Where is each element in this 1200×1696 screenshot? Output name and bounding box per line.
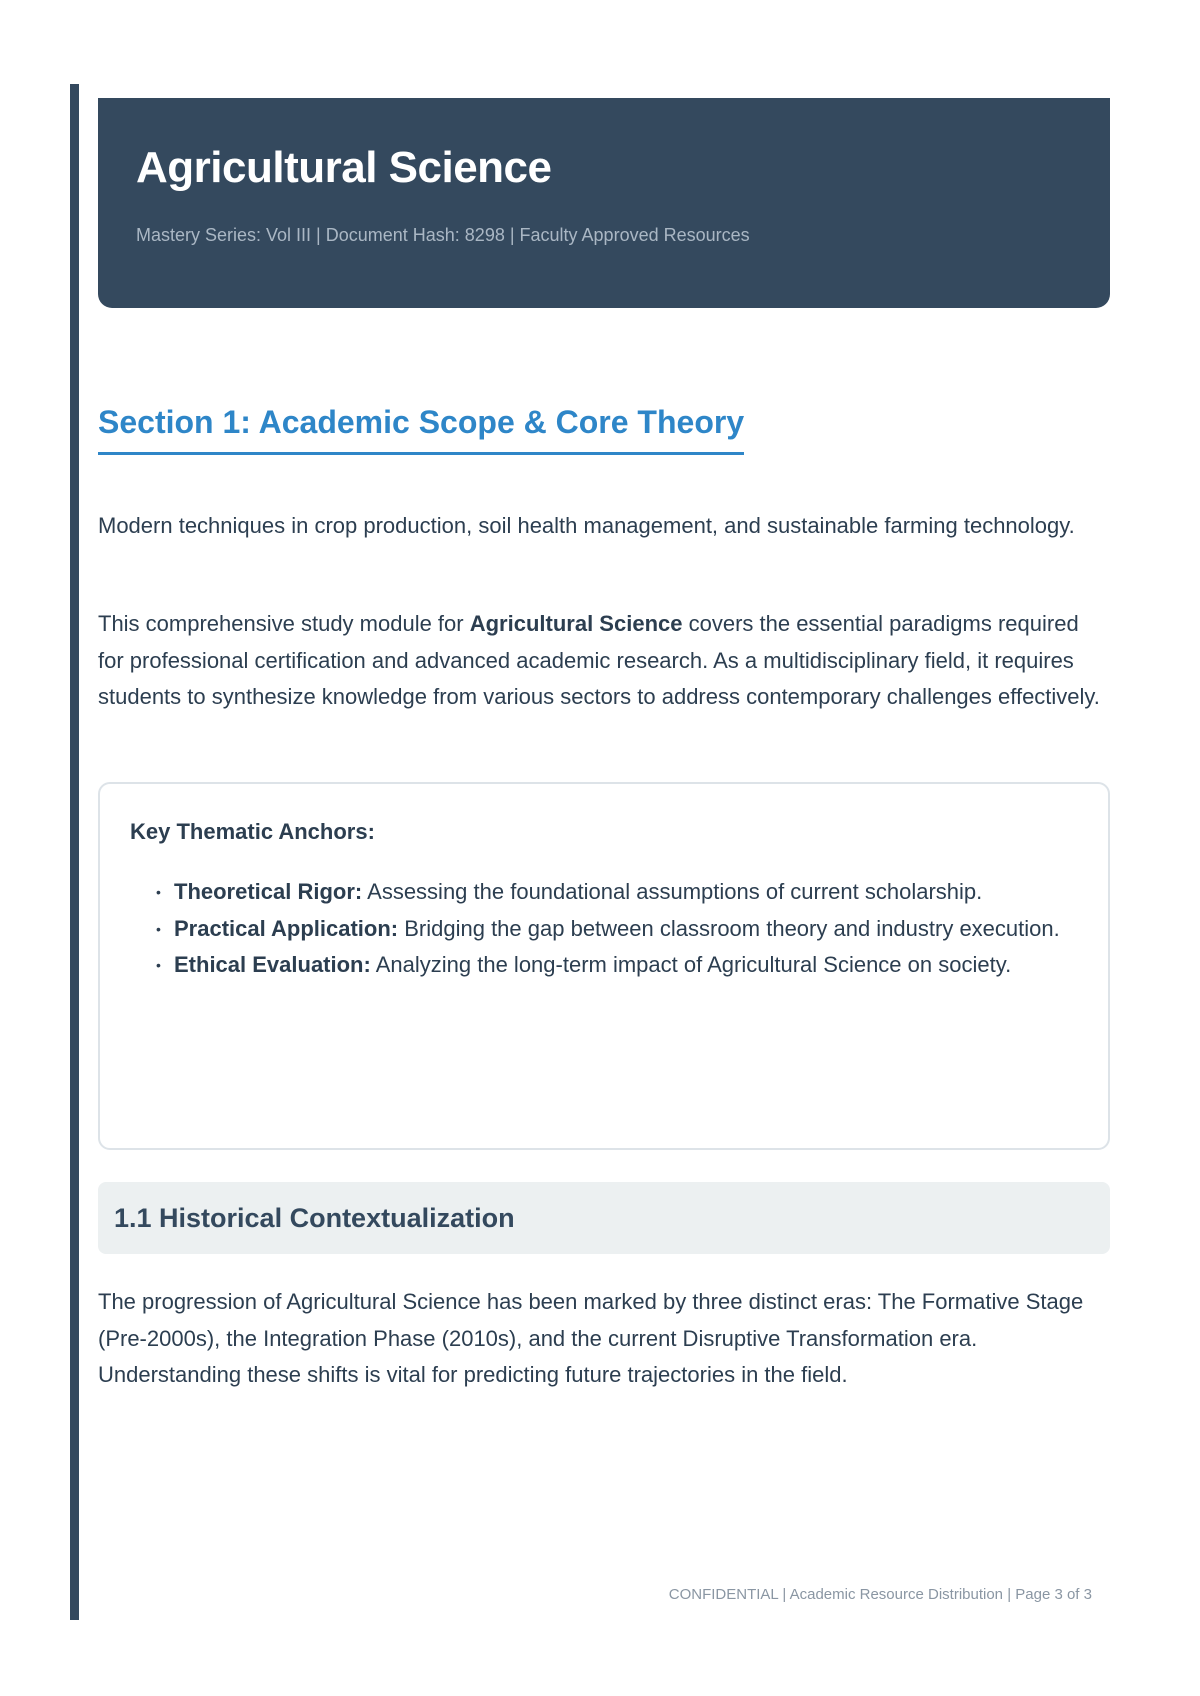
- history-paragraph: The progression of Agricultural Science has been marked by three distinct eras: The Formative Stage (Pre-2000s), the Integration Phase (2010s), and the current Disruptive Transformation era. Understanding these shifts is vital for predicting future trajectories in the field.: [98, 1289, 1084, 1387]
- left-accent-rule: [70, 84, 79, 1620]
- module-paragraph-end: covers the essential paradigms required for professional certification and advanced academic research. As a multidisciplinary field, it requires students to synthesize knowledge from various sectors to address contemporary challenges effectively.: [98, 611, 1100, 709]
- subsection-header: [98, 1182, 1110, 1254]
- module-paragraph: [98, 606, 1110, 716]
- list-item: [156, 874, 1078, 911]
- section-title: Section 1: Academic Scope & Core Theory: [98, 402, 744, 455]
- key-anchors-list: [130, 874, 1078, 984]
- bullet-icon: •: [156, 884, 161, 900]
- list-item: [156, 911, 1078, 948]
- bullet-icon: •: [156, 957, 161, 973]
- page-footer: CONFIDENTIAL | Academic Resource Distribution | Page 3 of 3: [668, 1586, 1092, 1603]
- module-paragraph-subject: Agricultural Science: [469, 611, 683, 636]
- document-title: Agricultural Science: [136, 143, 552, 192]
- anchor-term: Ethical Evaluation:: [174, 952, 371, 977]
- document-header: [98, 98, 1110, 308]
- anchor-text: Bridging the gap between classroom theory and industry execution.: [398, 915, 1060, 941]
- subsection-title: 1.1 Historical Contextualization: [114, 1202, 515, 1233]
- anchor-text: Analyzing the long-term impact of Agricultural Science on society.: [370, 952, 1012, 977]
- key-anchors-title: Key Thematic Anchors:: [130, 819, 375, 844]
- key-anchors-box: [98, 782, 1110, 1150]
- document-meta: Mastery Series: Vol III | Document Hash: 8298 | Faculty Approved Resources: [136, 225, 750, 245]
- anchor-term: Theoretical Rigor:: [174, 879, 363, 904]
- list-item: [156, 947, 1078, 984]
- bullet-icon: •: [156, 920, 161, 937]
- intro-paragraph: Modern techniques in crop production, soil health management, and sustainable farming technology.: [98, 513, 1075, 538]
- module-paragraph-start: This comprehensive study module for: [98, 611, 470, 636]
- anchor-term: Practical Application:: [174, 915, 399, 941]
- anchor-text: Assessing the foundational assumptions of current scholarship.: [362, 879, 983, 904]
